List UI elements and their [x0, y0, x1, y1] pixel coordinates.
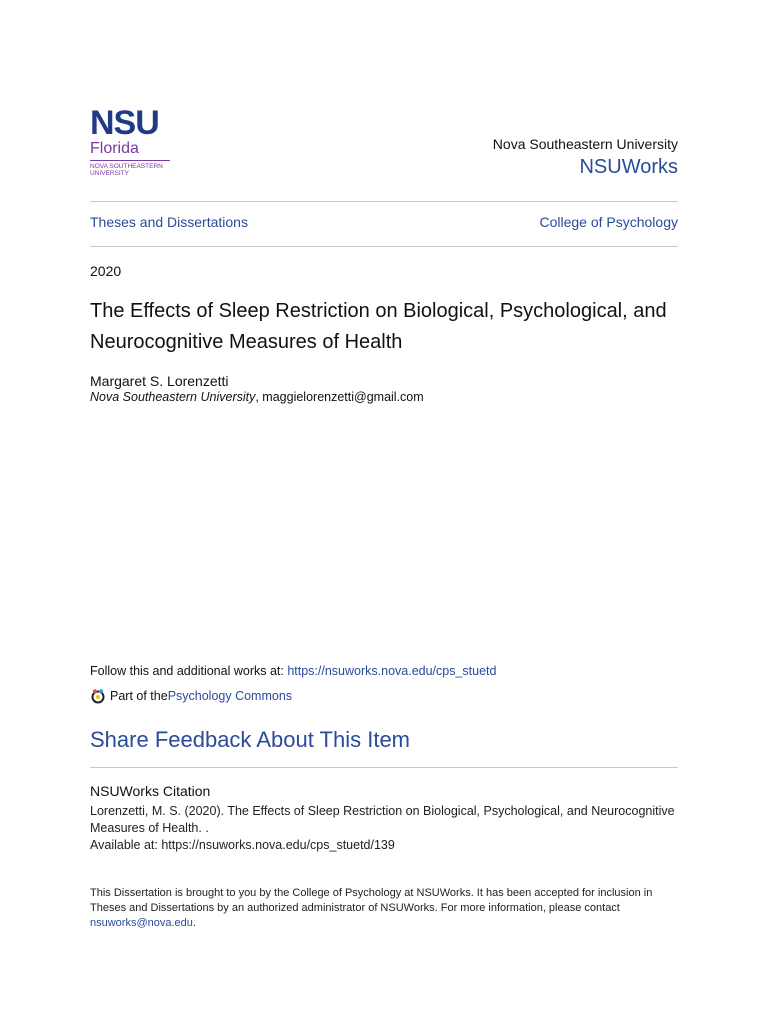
publication-year: 2020 [90, 263, 122, 279]
nsu-florida-logo[interactable] [90, 104, 172, 177]
part-of-line [90, 688, 292, 704]
collections-divider [90, 246, 678, 247]
collection-link-college[interactable]: College of Psychology [539, 214, 678, 230]
logo-divider [90, 160, 170, 161]
logo-subline-2: UNIVERSITY [90, 170, 130, 177]
author-affiliation [90, 390, 424, 404]
footer-notice [90, 886, 678, 931]
citation-divider [90, 767, 678, 768]
author-email: , maggielorenzetti@gmail.com [255, 390, 424, 404]
follow-prefix: Follow this and additional works at: [90, 664, 288, 678]
footer-text: This Dissertation is brought to you by the College of Psychology at NSUWorks. It has been accepted for inclusion in Theses and Dissertations by an authorized administrator of NSUWorks. For more information, please contact [90, 887, 653, 914]
share-feedback-link[interactable]: Share Feedback About This Item [90, 727, 410, 752]
citation-available: Available at: https://nsuworks.nova.edu/cps_stuetd/139 [90, 838, 395, 852]
collection-link-theses[interactable]: Theses and Dissertations [90, 214, 248, 230]
footer-end: . [192, 917, 196, 929]
logo-subline-1: NOVA SOUTHEASTERN [90, 163, 163, 170]
repository-link[interactable]: NSUWorks [579, 156, 678, 178]
logo-florida: Florida [90, 140, 139, 157]
follow-line [90, 664, 496, 678]
psychology-commons-link[interactable]: Psychology Commons [167, 689, 293, 703]
commons-network-icon [90, 688, 106, 704]
part-of-prefix: Part of the [110, 689, 168, 703]
logo-mark: NSU [90, 104, 159, 142]
document-title: The Effects of Sleep Restriction on Biological, Psychological, and Neurocognitive Measures of Health [90, 300, 667, 353]
cover-page [90, 0, 678, 1024]
citation-heading: NSUWorks Citation [90, 783, 211, 799]
institution-block [493, 136, 678, 179]
citation-text: Lorenzetti, M. S. (2020). The Effects of Sleep Restriction on Biological, Psychological, and Neurocognitive Measures of Health. . [90, 804, 675, 835]
contact-email-link[interactable]: nsuworks@nova.edu [90, 917, 193, 929]
author-name: Margaret S. Lorenzetti [90, 373, 229, 389]
citation-body [90, 803, 678, 854]
institution-name: Nova Southeastern University [492, 136, 678, 152]
follow-url-link[interactable]: https://nsuworks.nova.edu/cps_stuetd [287, 664, 497, 678]
affiliation-institution: Nova Southeastern University [90, 390, 256, 404]
header-divider [90, 201, 678, 202]
